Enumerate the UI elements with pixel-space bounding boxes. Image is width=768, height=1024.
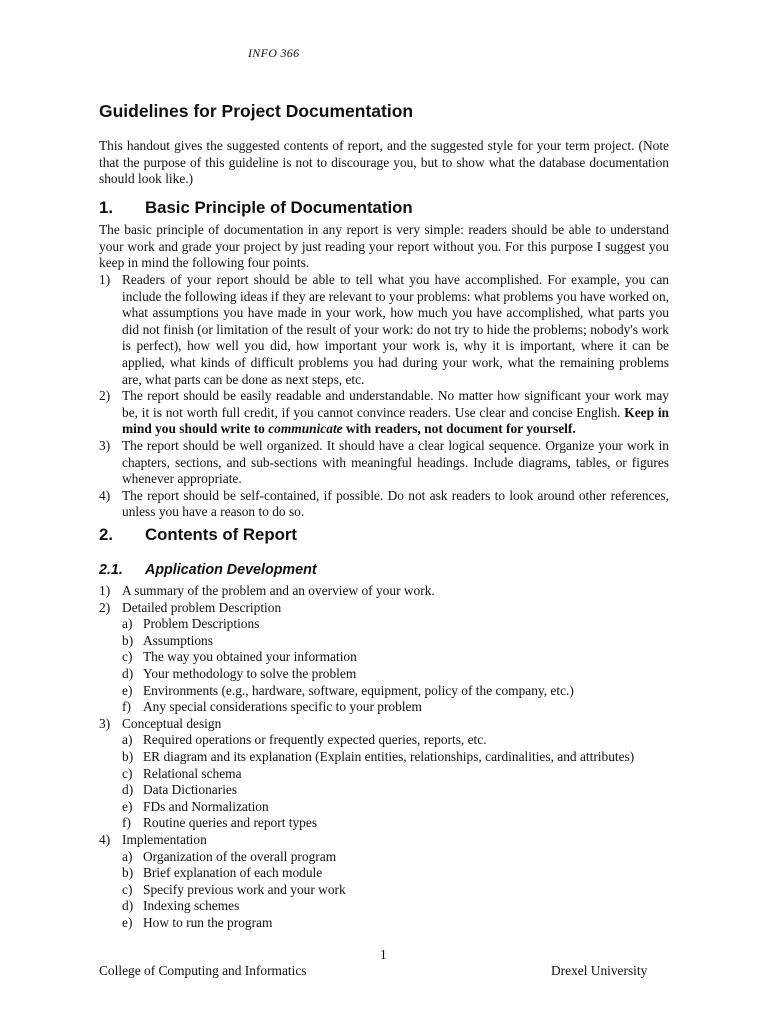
sub-marker: d) <box>122 782 134 798</box>
course-code: INFO 366 <box>248 46 300 60</box>
sub-item <box>122 649 669 666</box>
sub-item <box>122 766 669 783</box>
sub-marker: a) <box>122 848 133 864</box>
sub-item <box>122 849 669 866</box>
list-marker: 4) <box>99 487 111 503</box>
footer-college: College of Computing and Informatics <box>99 963 307 978</box>
sub-marker: a) <box>122 732 133 748</box>
sub-marker: e) <box>122 914 133 930</box>
sub-item-text: Required operations or frequently expected queries, reports, etc. <box>143 732 487 748</box>
sub-item-text: The way you obtained your information <box>143 649 357 665</box>
sub-marker: d) <box>122 665 134 681</box>
outline-item <box>99 832 669 932</box>
list-marker: 1) <box>99 583 111 598</box>
sub-item-text: Brief explanation of each module <box>143 865 323 881</box>
sub-item-text: Specify previous work and your work <box>143 881 346 897</box>
subsection-title: Application Development <box>145 562 317 578</box>
sub-marker: e) <box>122 682 133 698</box>
list-item-text: The report should be self-contained, if possible. Do not ask readers to look around other references, unless you have a reason to do so. <box>122 487 669 520</box>
list-item-text: Readers of your report should be able to tell what you have accomplished. For example, you can include the following ideas if they are relevant to your problems: what problems you have worked on, what assumptions you have made in your work, how much you have accomplished, what parts you did not finish (or limitation of the result of your work: do not try to hide the problems; nobody's work is perfect), how well you did, how important your work is, why it is important, where it can be applied, what kinds of difficult problems you had during your work, what the remaining problems are, what parts can be done as next steps, etc. <box>122 272 669 387</box>
sub-marker: b) <box>122 748 134 764</box>
section-2-heading <box>99 525 297 545</box>
sub-item <box>122 666 669 683</box>
intro-paragraph: This handout gives the suggested contents of report, and the suggested style for your term project. (Note that the purpose of this guideline is not to discourage you, but to show what the database documentation should look like.) <box>99 138 669 187</box>
list-marker: 3) <box>99 437 111 453</box>
list-marker: 2) <box>99 599 111 615</box>
list-item-text: The report should be well organized. It should have a clear logical sequence. Organize your work in chapters, sections, and sub-sections with meaningful headings. Include diagrams, tables, or figures whenever appropriate. <box>122 437 669 487</box>
subsection-heading <box>99 562 317 578</box>
page-number: 1 <box>380 947 387 962</box>
outline-item-text: Implementation <box>122 831 207 847</box>
sub-item <box>122 898 669 915</box>
sub-item <box>122 915 669 932</box>
list-item <box>99 272 669 388</box>
footer-university: Drexel University <box>551 963 648 978</box>
principles-list <box>99 272 669 521</box>
emphasis-text: with readers, not document for yourself. <box>342 421 576 437</box>
sub-item-text: Indexing schemes <box>143 898 240 914</box>
sub-item-text: Data Dictionaries <box>143 782 238 798</box>
sub-marker: f) <box>122 699 131 715</box>
sub-marker: c) <box>122 881 133 897</box>
section-1-number: 1. <box>99 198 113 217</box>
sub-item-text: Assumptions <box>143 632 213 648</box>
sub-marker: c) <box>122 649 133 665</box>
list-item <box>99 438 669 488</box>
outline-item <box>99 716 669 832</box>
sub-marker: a) <box>122 616 133 632</box>
sub-item-text: Your methodology to solve the problem <box>143 665 357 681</box>
list-marker: 3) <box>99 715 111 731</box>
sub-item-text: Any special considerations specific to your problem <box>143 699 422 715</box>
sub-item <box>122 616 669 633</box>
sub-outline <box>122 732 669 832</box>
sub-item-text: Organization of the overall program <box>143 848 337 864</box>
sub-marker: c) <box>122 765 133 781</box>
document-title: Guidelines for Project Documentation <box>99 101 414 121</box>
sub-item-text: Routine queries and report types <box>143 815 318 831</box>
sub-item <box>122 882 669 899</box>
sub-item-text: Environments (e.g., hardware, software, equipment, policy of the company, etc.) <box>143 682 574 698</box>
section-2-title: Contents of Report <box>145 525 297 544</box>
sub-item <box>122 799 669 816</box>
sub-outline <box>122 849 669 932</box>
sub-item-text: Problem Descriptions <box>143 616 260 632</box>
sub-outline <box>122 616 669 716</box>
outline-item-text: Conceptual design <box>122 715 222 731</box>
outline-item-text: A summary of the problem and an overview of your work. <box>122 583 435 598</box>
section-1-heading <box>99 198 413 218</box>
sub-item <box>122 732 669 749</box>
emphasis-text: Keep in mind you should write to <box>122 404 669 437</box>
subsection-number: 2.1. <box>99 562 123 578</box>
sub-marker: d) <box>122 898 134 914</box>
sub-item-text: FDs and Normalization <box>143 798 269 814</box>
emphasis-italic-word: communicate <box>268 421 343 437</box>
outline-item <box>99 583 669 600</box>
sub-marker: f) <box>122 815 131 831</box>
sub-item <box>122 782 669 799</box>
sub-item <box>122 749 669 766</box>
list-marker: 2) <box>99 388 111 404</box>
section-2-number: 2. <box>99 525 113 544</box>
outline-item-text: Detailed problem Description <box>122 599 282 615</box>
list-marker: 1) <box>99 272 111 287</box>
sub-item <box>122 865 669 882</box>
list-item <box>99 388 669 438</box>
section-1-title: Basic Principle of Documentation <box>145 198 413 217</box>
sub-item-text: Relational schema <box>143 765 242 781</box>
sub-item <box>122 699 669 716</box>
list-marker: 4) <box>99 831 111 847</box>
report-contents-outline <box>99 583 669 931</box>
list-item <box>99 488 669 521</box>
sub-item-text: How to run the program <box>143 914 273 930</box>
sub-item <box>122 683 669 700</box>
sub-item <box>122 815 669 832</box>
outline-item <box>99 600 669 716</box>
sub-item <box>122 633 669 650</box>
sub-marker: b) <box>122 865 134 881</box>
section-1-paragraph: The basic principle of documentation in any report is very simple: readers should be able to understand your work and grade your project by just reading your report without you. For this purpose I suggest you keep in mind the following four points. <box>99 222 669 271</box>
list-item-text: The report should be easily readable and understandable. No matter how significant your work may be, it is not worth full credit, if you cannot convince readers. Use clear and concise English. <box>122 388 669 420</box>
sub-marker: b) <box>122 632 134 648</box>
sub-item-text: ER diagram and its explanation (Explain entities, relationships, cardinalities, and attributes) <box>143 748 635 764</box>
sub-marker: e) <box>122 798 133 814</box>
